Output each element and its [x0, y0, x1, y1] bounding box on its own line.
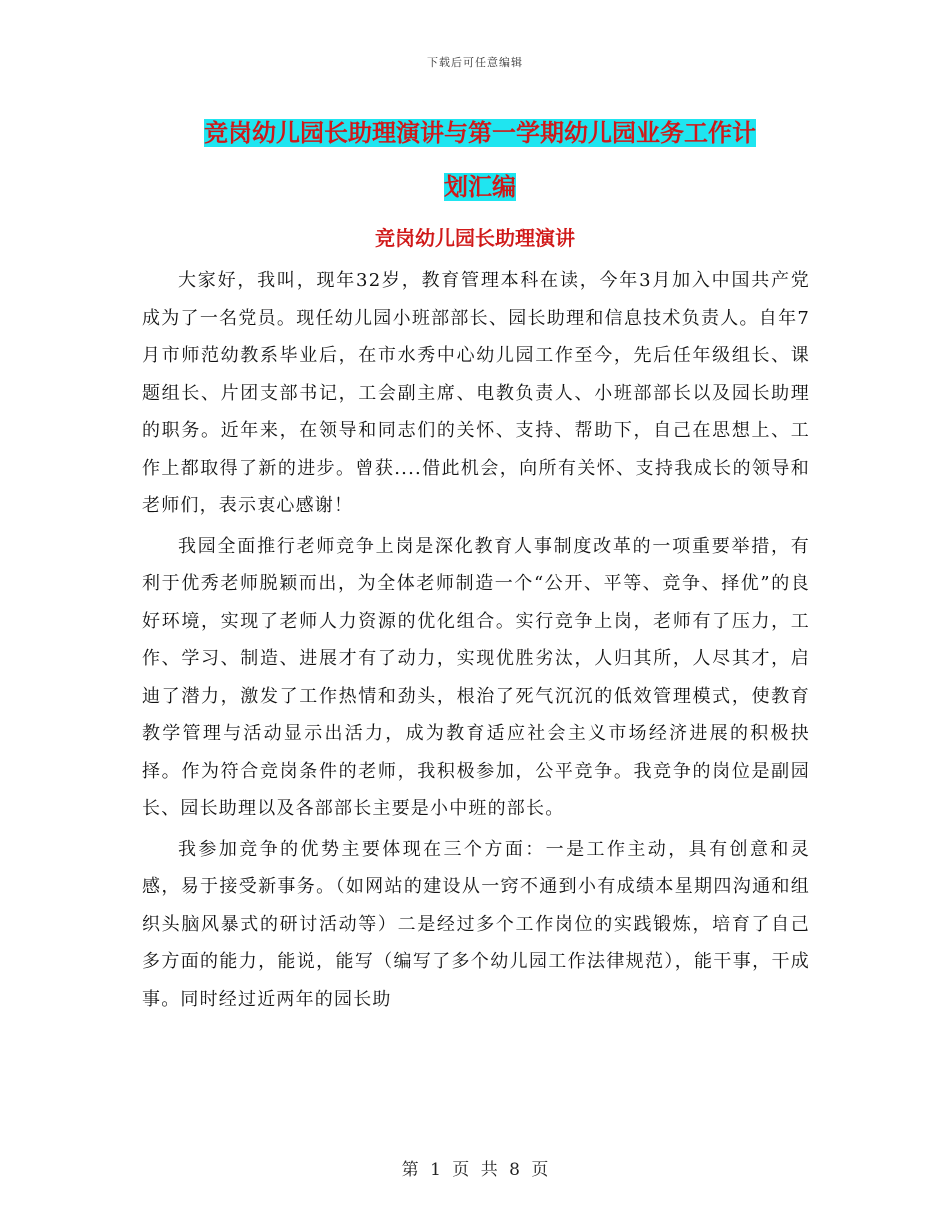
- section-heading: 竞岗幼儿园长助理演讲: [375, 226, 575, 250]
- paragraph: 我参加竞争的优势主要体现在三个方面：一是工作主动，具有创意和灵感，易于接受新事务。（如网站的建设从一窍不通到小有成绩本星期四沟通和组织头脑风暴式的研讨活动等）二是经过多个工作岗位的实践锻炼，培育了自己多方面的能力，能说，能写（编写了多个幼儿园工作法律规范），能干事，干成事。同时经过近两年的园长助: [142, 838, 810, 1010]
- paragraph: 我园全面推行老师竞争上岗是深化教育人事制度改革的一项重要举措，有利于优秀老师脱颖而出，为全体老师制造一个“公开、平等、竞争、择优”的良好环境，实现了老师人力资源的优化组合。实行竞争上岗，老师有了压力，工作、学习、制造、进展才有了动力，实现优胜劣汰，人归其所，人尽其才，启迪了潜力，激发了工作热情和劲头，根治了死气沉沉的低效管理模式，使教育教学管理与活动显示出活力，成为教育适应社会主义市场经济进展的积极抉择。作为符合竞岗条件的老师，我积极参加，公平竞争。我竞争的岗位是副园长、园长助理以及各部部长主要是小中班的部长。: [142, 535, 810, 819]
- body-text: [142, 262, 810, 1018]
- page-footer: 第 1 页 共 8 页: [401, 1160, 549, 1180]
- document-title-line-1: 竞岗幼儿园长助理演讲与第一学期幼儿园业务工作计: [204, 119, 756, 147]
- document-title-line-2: 划汇编: [444, 173, 516, 201]
- header-note: 下载后可任意编辑: [427, 56, 523, 69]
- paragraph: 大家好，我叫，现年32岁，教育管理本科在读，今年3月加入中国共产党成为了一名党员。现任幼儿园小班部部长、园长助理和信息技术负责人。自年7月市师范幼教系毕业后，在市水秀中心幼儿园工作至今，先后任年级组长、课题组长、片团支部书记，工会副主席、电教负责人、小班部部长以及园长助理的职务。近年来，在领导和同志们的关怀、支持、帮助下，自己在思想上、工作上都取得了新的进步。曾获....借此机会，向所有关怀、支持我成长的领导和老师们，表示衷心感谢！: [142, 270, 810, 516]
- document-title: [150, 106, 810, 214]
